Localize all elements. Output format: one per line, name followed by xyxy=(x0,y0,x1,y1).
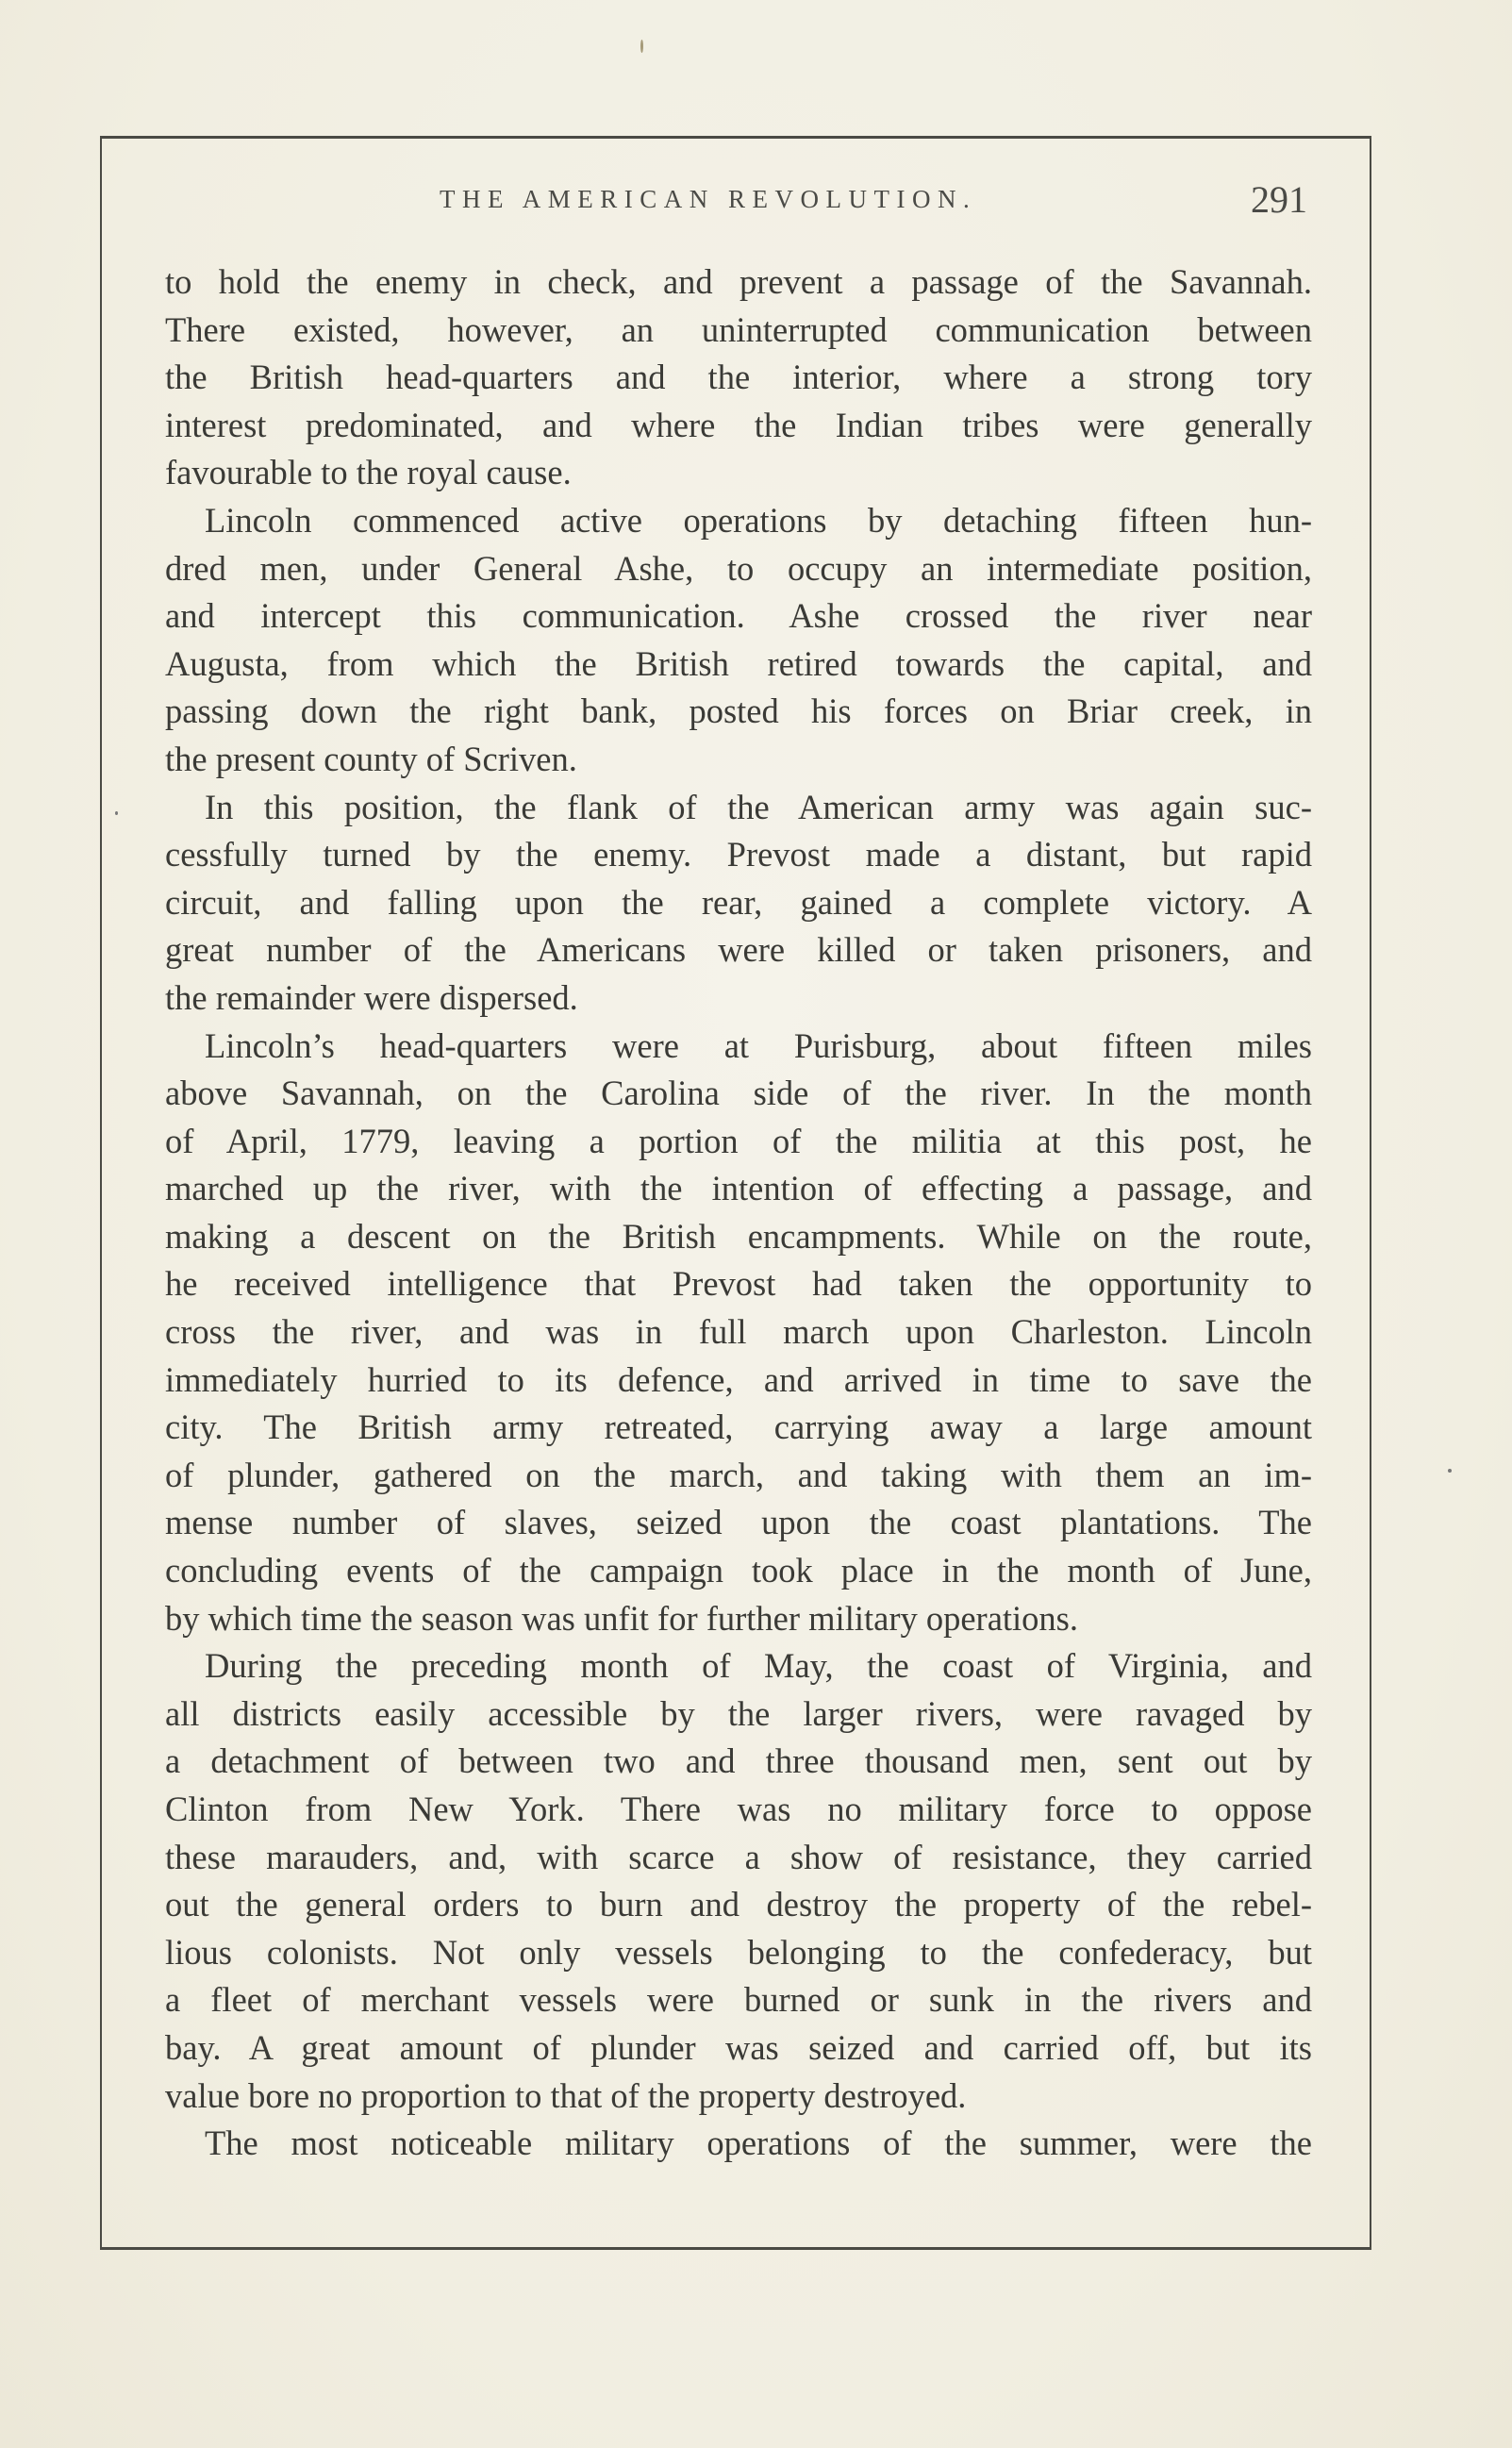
text-line: immediately hurried to its defence, and arrived in time to save the xyxy=(165,1359,1312,1399)
text-line: to hold the enemy in check, and prevent a passage of the Savannah. xyxy=(165,262,1312,301)
text-line: During the preceding month of May, the coast of Virginia, and xyxy=(205,1646,1312,1686)
text-line: above Savannah, on the Carolina side of the river. In the month xyxy=(165,1074,1312,1113)
running-head xyxy=(0,177,1512,225)
text-line: lious colonists. Not only vessels belonging to the confederacy, but xyxy=(165,1932,1312,1972)
text-line: bay. A great amount of plunder was seized and carried off, but its xyxy=(165,2027,1312,2067)
text-line: the British head-quarters and the interior, where a strong tory xyxy=(165,358,1312,397)
text-line: favourable to the royal cause. xyxy=(165,453,572,492)
text-line: the remainder were dispersed. xyxy=(165,977,578,1017)
running-title: THE AMERICAN REVOLUTION. xyxy=(440,185,977,213)
text-line: city. The British army retreated, carrying away a large amount xyxy=(165,1407,1312,1447)
text-line: of April, 1779, leaving a portion of the militia at this post, he xyxy=(165,1121,1312,1160)
text-line: In this position, the flank of the American army was again suc- xyxy=(205,787,1312,826)
text-line: The most noticeable military operations of the summer, were the xyxy=(205,2123,1312,2163)
text-line: all districts easily accessible by the larger rivers, were ravaged by xyxy=(165,1693,1312,1733)
text-line: There existed, however, an uninterrupted communication between xyxy=(165,309,1312,349)
text-line: of plunder, gathered on the march, and taking with them an im- xyxy=(165,1455,1312,1494)
text-line: the present county of Scriven. xyxy=(165,739,577,778)
text-line: a detachment of between two and three thousand men, sent out by xyxy=(165,1741,1312,1781)
text-line: Lincoln’s head-quarters were at Purisburg, about fifteen miles xyxy=(205,1025,1312,1065)
text-line: Lincoln commenced active operations by detaching fifteen hun- xyxy=(205,500,1312,540)
text-line: marched up the river, with the intention of effecting a passage, and xyxy=(165,1169,1312,1208)
text-line: cross the river, and was in full march upon Charleston. Lincoln xyxy=(165,1312,1312,1352)
text-line: great number of the Americans were killed or taken prisoners, and xyxy=(165,930,1312,970)
text-line: and intercept this communication. Ashe crossed the river near xyxy=(165,596,1312,636)
text-line: circuit, and falling upon the rear, gained a complete victory. A xyxy=(165,882,1312,922)
text-line: interest predominated, and where the Indian tribes were generally xyxy=(165,405,1312,444)
scan-speck xyxy=(115,811,118,815)
text-line: Clinton from New York. There was no military force to oppose xyxy=(165,1790,1312,1828)
text-line: making a descent on the British encampments. While on the route, xyxy=(165,1216,1312,1256)
text-line: Augusta, from which the British retired towards the capital, and xyxy=(165,643,1312,683)
text-line: by which time the season was unfit for further military operations. xyxy=(165,1598,1079,1638)
text-line: out the general orders to burn and destroy the property of the rebel- xyxy=(165,1885,1312,1924)
text-line: cessfully turned by the enemy. Prevost made a distant, but rapid xyxy=(165,835,1312,874)
text-line: value bore no proportion to that of the property destroyed. xyxy=(165,2075,967,2115)
text-line: a fleet of merchant vessels were burned or sunk in the rivers and xyxy=(165,1980,1312,2020)
body-text xyxy=(165,258,1312,2168)
text-line: concluding events of the campaign took place in the month of June, xyxy=(165,1551,1312,1590)
text-line: dred men, under General Ashe, to occupy an intermediate position, xyxy=(165,548,1312,588)
text-line: he received intelligence that Prevost had taken the opportunity to xyxy=(165,1264,1312,1304)
text-line: these marauders, and, with scarce a show of resistance, they carried xyxy=(165,1837,1312,1876)
scan-speck xyxy=(640,40,643,53)
scan-speck xyxy=(1448,1469,1452,1473)
text-line: mense number of slaves, seized upon the coast plantations. The xyxy=(165,1503,1312,1542)
text-line: passing down the right bank, posted his forces on Briar creek, in xyxy=(165,691,1312,731)
page-number: 291 xyxy=(1251,178,1307,221)
